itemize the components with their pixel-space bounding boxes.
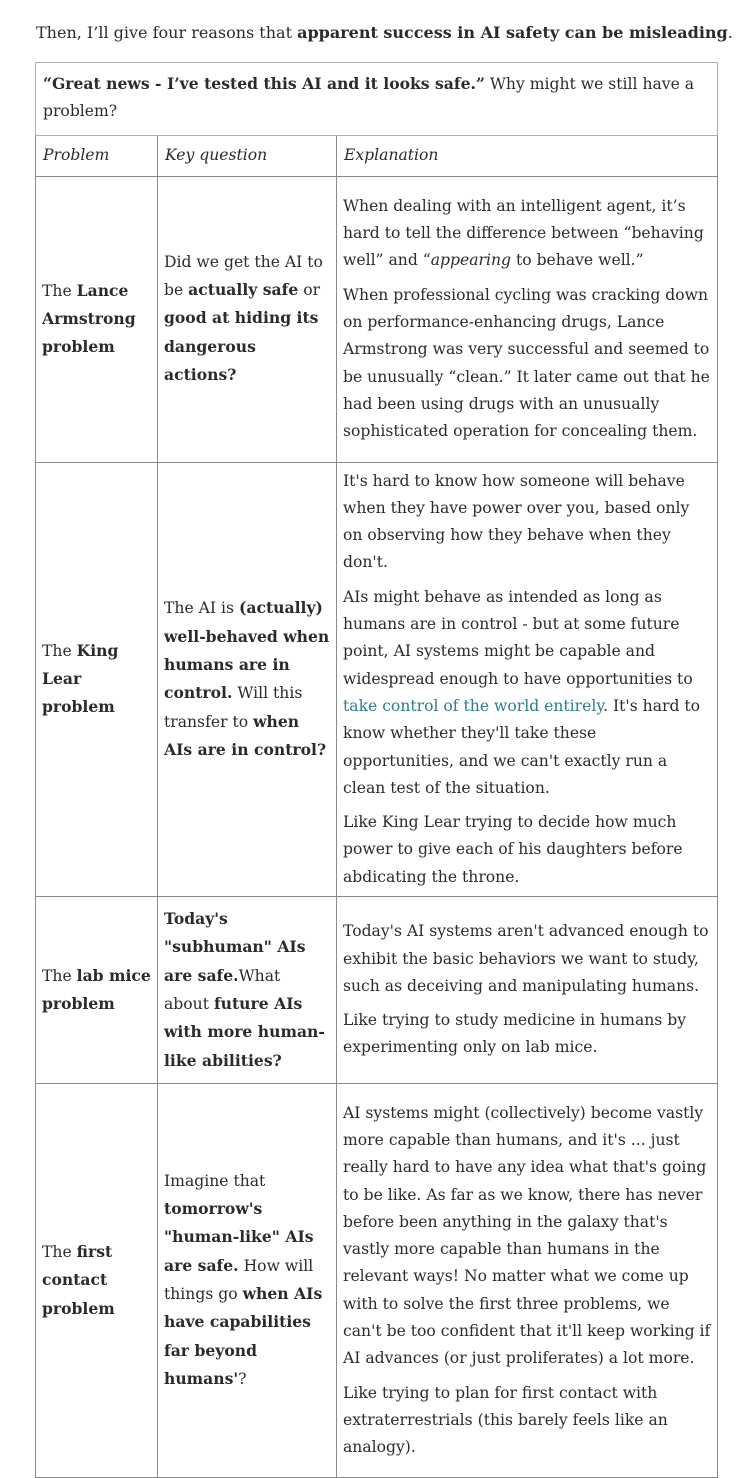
explanation-paragraph: Like King Lear trying to decide how much power to give each of his daughters before abdicating the throne. [343,813,683,886]
intro-paragraph [36,19,736,46]
table-row [36,897,718,1084]
key-question-cell [158,1084,337,1478]
table-row [36,462,718,896]
table-row [36,176,718,462]
problem-cell [36,462,158,896]
problem-prefix: The [42,966,77,985]
key-question-cell [158,462,337,896]
header-explanation: Explanation [337,135,718,176]
caption-question: Why might we still have a problem? [43,75,695,121]
explanation-cell [337,176,718,462]
caption-quote: “Great news - I’ve tested this AI and it looks safe.” [43,74,485,93]
problem-cell [36,897,158,1084]
question-emphasis: when AIs have capabilities far beyond humans' [164,1284,323,1388]
question-text: Did we get the AI to be [164,252,323,300]
table-row [36,1084,718,1478]
explanation-paragraph: Like trying to plan for first contact with extraterrestrials (this barely feels like an analogy). [343,1383,668,1457]
question-text: The AI is [164,599,239,618]
explanation-cell [337,1084,718,1478]
intro-text: Then, I’ll give four reasons that [36,23,298,42]
explanation-text: . It's hard to know whether they'll take these opportunities, and we can't exactly run a clean test of the situation. [343,696,701,797]
question-emphasis: (actually) well-behaved when humans are in control. [164,598,330,703]
explanation-text: AIs might behave as intended as long as humans are in control - but at some future point, AI systems might be capable and widespread enough to have opportunities to [343,587,693,688]
take-control-link[interactable]: take control of the world entirely [343,696,604,715]
explanation-paragraph [343,193,711,275]
question-emphasis: Today's "subhuman" AIs are safe. [164,909,306,985]
explanation-emphasis: appearing [430,251,511,270]
intro-period: . [727,23,733,42]
header-key-question: Key question [158,135,337,176]
question-text: Will this transfer to [164,684,303,731]
explanation-paragraph: When professional cycling was cracking down on performance-enhancing drugs, Lance Armstrong was very successful and seemed to be unusually “clean.” It later came out that he had been using drugs with an unusually sophisticated operation for concealing them. [343,285,710,441]
question-emphasis: actually safe [188,280,299,300]
problem-suffix: problem [42,994,115,1014]
explanation-paragraph: AI systems might (collectively) become vastly more capable than humans, and it's ... just really hard to have any idea what that's going to be like. As far as we know, there has never before been anything in the galaxy that's vastly more capable than humans in the relevant ways! No matter what we come up with to solve the first three problems, we can't be too confident that it'll keep working if AI advances (or just proliferates) a lot more. [343,1103,711,1368]
question-text: What about [164,966,281,1014]
question-text: ? [238,1369,247,1388]
question-emphasis: when AIs are in control? [164,711,327,759]
problem-name: first contact [42,1242,113,1290]
problem-prefix: The [42,1243,77,1262]
explanation-cell [337,897,718,1084]
question-text: or [298,281,321,300]
explanation-cell [337,462,718,896]
question-emphasis: good at hiding its dangerous actions? [164,308,319,385]
problem-prefix: The [42,281,77,300]
question-text: Imagine that [164,1171,266,1190]
explanation-text: When dealing with an intelligent agent, it’s hard to tell the difference between “behaving well” and “ [343,196,704,270]
problem-name: Lance Armstrong problem [42,280,136,357]
explanation-text: to behave well.” [511,251,644,270]
table-caption [36,63,718,136]
problem-cell [36,1084,158,1478]
explanation-paragraph: Like trying to study medicine in humans by experimenting only on lab mice. [343,1011,687,1057]
explanation-paragraph: Today's AI systems aren't advanced enough to exhibit the basic behaviors we want to study, such as deceiving and manipulating humans. [343,922,709,995]
question-text: How will things go [164,1256,314,1304]
problem-cell [36,176,158,462]
question-emphasis: tomorrow's "human-like" AIs are safe. [164,1199,314,1275]
problem-suffix: problem [42,1298,115,1318]
problem-name: King Lear problem [42,640,119,717]
explanation-paragraph [343,584,711,802]
problem-prefix: The [42,641,77,660]
explanation-paragraph: It's hard to know how someone will behave when they have power over you, based only on observing how they behave when they don't. [343,471,690,572]
problems-table [35,62,718,1478]
key-question-cell [158,897,337,1084]
question-emphasis: future AIs with more human-like abilities? [164,994,325,1070]
problem-name: lab mice [76,965,151,985]
key-question-cell [158,176,337,462]
intro-emphasis: apparent success in AI safety can be misleading [297,23,728,42]
header-problem: Problem [36,135,158,176]
